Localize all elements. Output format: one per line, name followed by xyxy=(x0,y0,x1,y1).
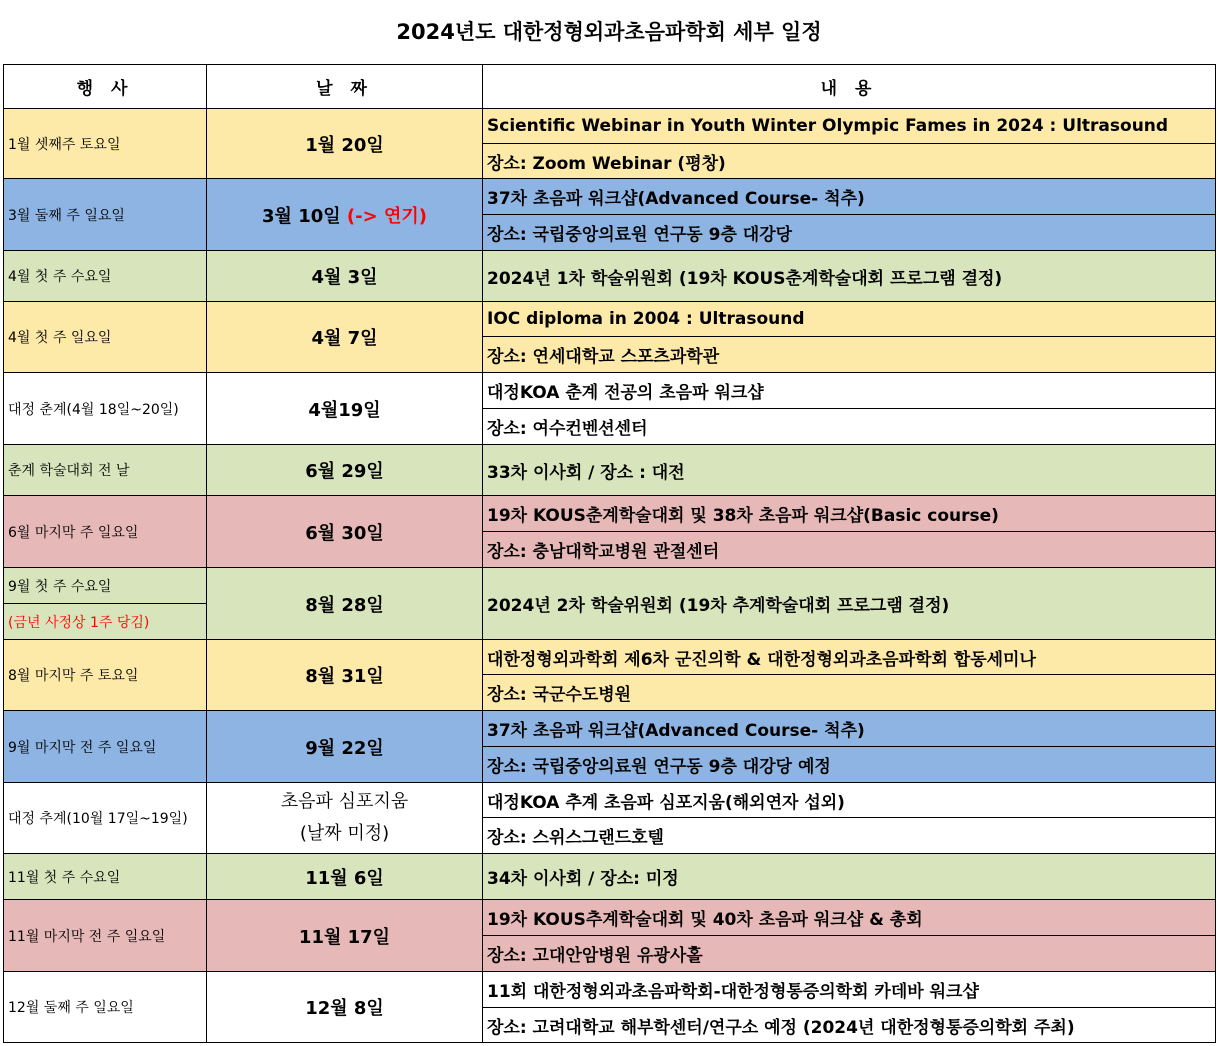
content-cell: 37차 초음파 워크샵(Advanced Course- 척추) xyxy=(483,179,1216,215)
event-cell: 11월 첫 주 수요일 xyxy=(4,854,207,900)
event-cell: 9월 마지막 전 주 일요일 xyxy=(4,711,207,783)
content-cell: 대정KOA 춘계 전공의 초음파 워크샵 xyxy=(483,373,1216,409)
table-row xyxy=(4,711,1216,747)
content-cell: Scientific Webinar in Youth Winter Olympic Fames in 2024 : Ultrasound xyxy=(483,109,1216,144)
header-row xyxy=(4,65,1216,109)
date-cell: 9월 22일 xyxy=(207,711,483,783)
table-row xyxy=(4,179,1216,215)
table-row xyxy=(4,373,1216,409)
venue-cell: 장소: 고려대학교 해부학센터/연구소 예정 (2024년 대한정형통증의학회 주최) xyxy=(483,1008,1216,1043)
event-cell: 8월 마지막 주 토요일 xyxy=(4,640,207,711)
content-cell: 11회 대한정형외과초음파학회-대한정형통증의학회 카데바 워크샵 xyxy=(483,972,1216,1008)
date-cell: 4월 7일 xyxy=(207,302,483,373)
date-cell: 8월 28일 xyxy=(207,568,483,640)
date-cell: 11월 6일 xyxy=(207,854,483,900)
venue-cell: 장소: 고대안암병원 유광사홀 xyxy=(483,936,1216,972)
header-date: 날 짜 xyxy=(207,65,483,109)
content-cell: 대정KOA 추계 초음파 심포지움(해외연자 섭외) xyxy=(483,783,1216,818)
content-cell: 2024년 2차 학술위원회 (19차 추계학술대회 프로그램 결정) xyxy=(483,568,1216,640)
venue-cell: 장소: 국군수도병원 xyxy=(483,675,1216,711)
content-cell: IOC diploma in 2004 : Ultrasound xyxy=(483,302,1216,337)
venue-cell: 장소: 국립중앙의료원 연구동 9층 대강당 xyxy=(483,215,1216,251)
table-row xyxy=(4,972,1216,1008)
event-cell: 6월 마지막 주 일요일 xyxy=(4,496,207,568)
table-row xyxy=(4,640,1216,675)
content-cell: 19차 KOUS춘계학술대회 및 38차 초음파 워크샵(Basic course) xyxy=(483,496,1216,532)
event-cell: 대정 춘계(4월 18일~20일) xyxy=(4,373,207,445)
event-cell: 3월 둘째 주 일요일 xyxy=(4,179,207,251)
header-event: 행 사 xyxy=(4,65,207,109)
event-cell: 12월 둘째 주 일요일 xyxy=(4,972,207,1043)
venue-cell: 장소: 충남대학교병원 관절센터 xyxy=(483,532,1216,568)
table-row xyxy=(4,568,1216,604)
event-cell: 1월 셋째주 토요일 xyxy=(4,109,207,179)
venue-cell: 장소: Zoom Webinar (평창) xyxy=(483,144,1216,179)
event-cell: 11월 마지막 전 주 일요일 xyxy=(4,900,207,972)
header-content: 내 용 xyxy=(483,65,1216,109)
venue-cell: 장소: 여수컨벤션센터 xyxy=(483,409,1216,445)
table-row xyxy=(4,445,1216,496)
event-cell: 4월 첫 주 수요일 xyxy=(4,251,207,302)
event-note-cell: (금년 사정상 1주 당김) xyxy=(4,604,207,640)
date-cell: 11월 17일 xyxy=(207,900,483,972)
date-cell xyxy=(207,783,483,854)
event-cell: 대정 추계(10월 17일~19일) xyxy=(4,783,207,854)
schedule-table xyxy=(3,64,1216,1043)
date-subtext: (날짜 미정) xyxy=(299,823,390,844)
content-cell: 대한정형외과학회 제6차 군진의학 & 대한정형외과초음파학회 합동세미나 xyxy=(483,640,1216,675)
table-row xyxy=(4,109,1216,144)
date-cell: 1월 20일 xyxy=(207,109,483,179)
postponed-note: (-> 연기) xyxy=(346,205,427,227)
event-cell: 춘계 학술대회 전 날 xyxy=(4,445,207,496)
content-cell: 37차 초음파 워크샵(Advanced Course- 척추) xyxy=(483,711,1216,747)
table-row xyxy=(4,302,1216,337)
date-cell: 4월 3일 xyxy=(207,251,483,302)
date-cell: 6월 29일 xyxy=(207,445,483,496)
date-cell: 6월 30일 xyxy=(207,496,483,568)
content-cell: 34차 이사회 / 장소: 미정 xyxy=(483,854,1216,900)
date-cell: 12월 8일 xyxy=(207,972,483,1043)
date-text: 초음파 심포지움 xyxy=(280,791,409,812)
table-row xyxy=(4,783,1216,818)
content-cell: 2024년 1차 학술위원회 (19차 KOUS춘계학술대회 프로그램 결정) xyxy=(483,251,1216,302)
content-cell: 33차 이사회 / 장소 : 대전 xyxy=(483,445,1216,496)
table-row xyxy=(4,900,1216,936)
date-cell: 4월19일 xyxy=(207,373,483,445)
date-cell xyxy=(207,179,483,251)
venue-cell: 장소: 국립중앙의료원 연구동 9층 대강당 예정 xyxy=(483,747,1216,783)
table-row xyxy=(4,251,1216,302)
venue-cell: 장소: 연세대학교 스포츠과학관 xyxy=(483,337,1216,373)
page-title: 2024년도 대한정형외과초음파학회 세부 일정 xyxy=(396,20,822,44)
date-cell: 8월 31일 xyxy=(207,640,483,711)
event-cell: 9월 첫 주 수요일 xyxy=(4,568,207,604)
table-row xyxy=(4,496,1216,532)
event-cell: 4월 첫 주 일요일 xyxy=(4,302,207,373)
content-cell: 19차 KOUS추계학술대회 및 40차 초음파 워크샵 & 총회 xyxy=(483,900,1216,936)
venue-cell: 장소: 스위스그랜드호텔 xyxy=(483,818,1216,854)
table-row xyxy=(4,854,1216,900)
date-text: 3월 10일 xyxy=(262,205,341,227)
